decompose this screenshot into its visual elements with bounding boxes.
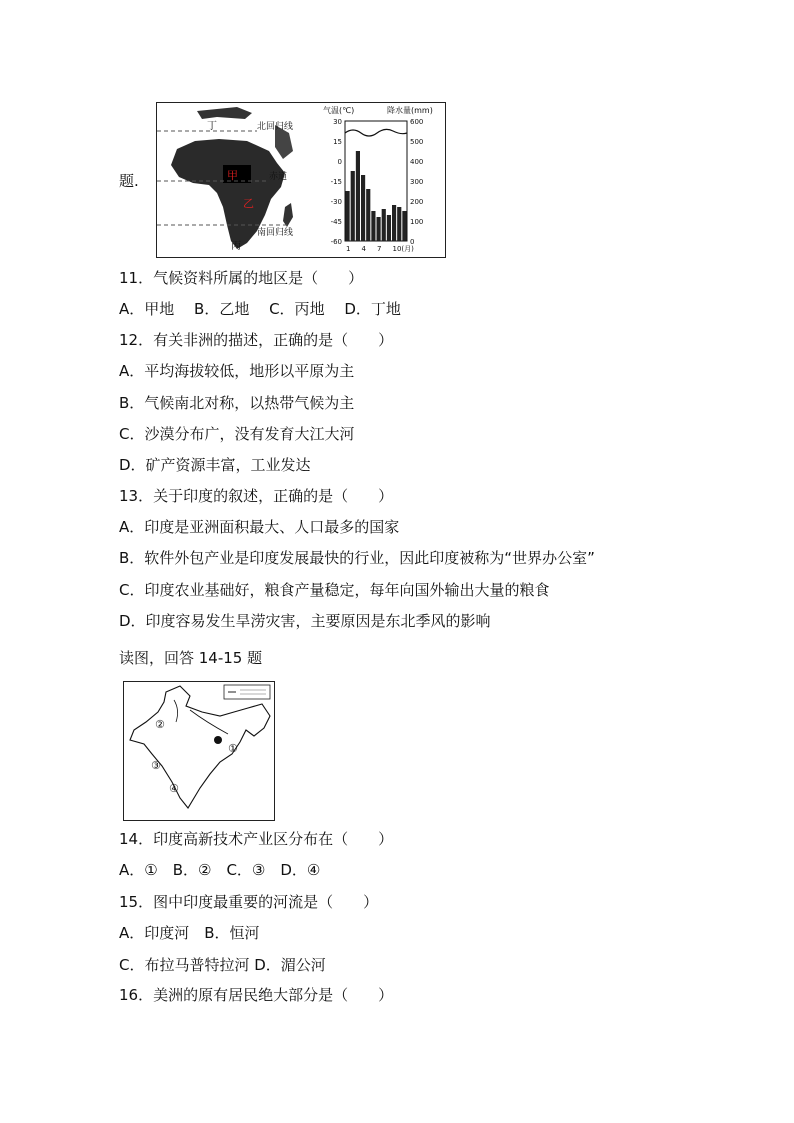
place-yi-label: 乙: [243, 197, 254, 210]
q14-options: A．① B．② C．③ D．④: [119, 861, 321, 879]
place-bing-label: 丙: [231, 241, 241, 252]
temp-tick-label: -15: [330, 178, 342, 186]
q16-stem: 16．美洲的原有居民绝大部分是（ ）: [119, 986, 394, 1004]
q12-option-d: D．矿产资源丰富，工业发达: [119, 456, 311, 474]
precip-bar-9: [387, 215, 391, 241]
precip-bar-7: [377, 217, 381, 241]
place-ding-label: 丁: [207, 121, 217, 132]
marker-2: ②: [155, 718, 165, 731]
q14-stem: 14．印度高新技术产业区分布在（ ）: [119, 830, 394, 848]
precip-bar-2: [351, 171, 355, 241]
month-tick-label: 1: [346, 245, 351, 253]
river-line: [174, 700, 178, 722]
precip-bar-4: [361, 175, 365, 241]
delta-marker: [214, 736, 222, 744]
precip-bar-8: [382, 209, 386, 241]
q12-option-b: B．气候南北对称，以热带气候为主: [119, 394, 355, 412]
temp-tick-label: -45: [330, 218, 342, 226]
temp-tick-label: -60: [330, 238, 342, 246]
precip-tick-label: 300: [410, 178, 424, 186]
precip-bar-6: [371, 211, 375, 241]
q12-stem: 12．有关非洲的描述，正确的是（ ）: [119, 331, 394, 349]
q15-options-cd: C．布拉马普特拉河 D．湄公河: [119, 956, 326, 974]
precip-tick-label: 500: [410, 138, 424, 146]
q15-options-ab: A．印度河 B．恒河: [119, 924, 260, 942]
marker-4: ④: [169, 782, 179, 795]
eurasia-landmass: [197, 107, 252, 119]
precip-tick-label: 200: [410, 198, 424, 206]
q13-option-d: D．印度容易发生旱涝灾害，主要原因是东北季风的影响: [119, 612, 491, 630]
equator-label: 赤道: [269, 172, 288, 182]
q11-stem: 11．气候资料所属的地区是（ ）: [119, 269, 364, 287]
precip-tick-label: 0: [410, 238, 415, 246]
precip-bar-11: [397, 207, 401, 241]
precip-bar-1: [346, 191, 350, 241]
precip-tick-label: 100: [410, 218, 424, 226]
precip-axis-title: 降水量(mm): [387, 106, 433, 115]
month-tick-label: 4: [361, 245, 366, 253]
india-map-figure: [123, 681, 275, 821]
marker-1: ①: [228, 742, 238, 755]
africa-map-figure: [156, 102, 446, 258]
climate-chart: [323, 105, 433, 253]
temp-axis-title: 气温(℃): [323, 106, 355, 115]
q15-stem: 15．图中印度最重要的河流是（ ）: [119, 893, 379, 911]
temp-tick-label: 15: [333, 138, 342, 146]
precip-tick-label: 400: [410, 158, 424, 166]
india-outline: [130, 686, 270, 808]
q12-option-c: C．沙漠分布广，没有发育大江大河: [119, 425, 355, 443]
madagascar: [283, 203, 293, 227]
africa-map-svg: [157, 103, 445, 257]
precip-bar-3: [356, 151, 360, 241]
q11-options: A．甲地 B．乙地 C．丙地 D．丁地: [119, 300, 401, 318]
temperature-line: [345, 129, 407, 136]
q13-option-c: C．印度农业基础好，粮食产量稳定，每年向国外输出大量的粮食: [119, 581, 550, 599]
india-map-svg: [124, 682, 274, 820]
q13-option-b: B．软件外包产业是印度发展最快的行业，因此印度被称为“世界办公室”: [119, 549, 595, 567]
read-figure-instruction: 读图，回答 14-15 题: [119, 649, 263, 667]
precip-bar-12: [402, 211, 406, 241]
tropic-cancer-label: 北回归线: [257, 122, 294, 132]
figure-prefix: 题.: [119, 172, 139, 190]
q12-option-a: A．平均海拔较低，地形以平原为主: [119, 362, 355, 380]
q13-option-a: A．印度是亚洲面积最大、人口最多的国家: [119, 518, 400, 536]
q13-stem: 13．关于印度的叙述，正确的是（ ）: [119, 487, 394, 505]
tropic-capricorn-label: 南回归线: [257, 228, 294, 238]
temp-tick-label: 0: [337, 158, 342, 166]
place-jia-label: 甲: [227, 169, 238, 182]
temp-tick-label: 30: [333, 118, 342, 126]
precip-bar-10: [392, 205, 396, 241]
precip-bar-5: [366, 189, 370, 241]
marker-3: ③: [151, 759, 161, 772]
month-tick-label: 10(月): [392, 245, 414, 253]
precip-tick-label: 600: [410, 118, 424, 126]
month-tick-label: 7: [377, 245, 382, 253]
temp-tick-label: -30: [330, 198, 342, 206]
